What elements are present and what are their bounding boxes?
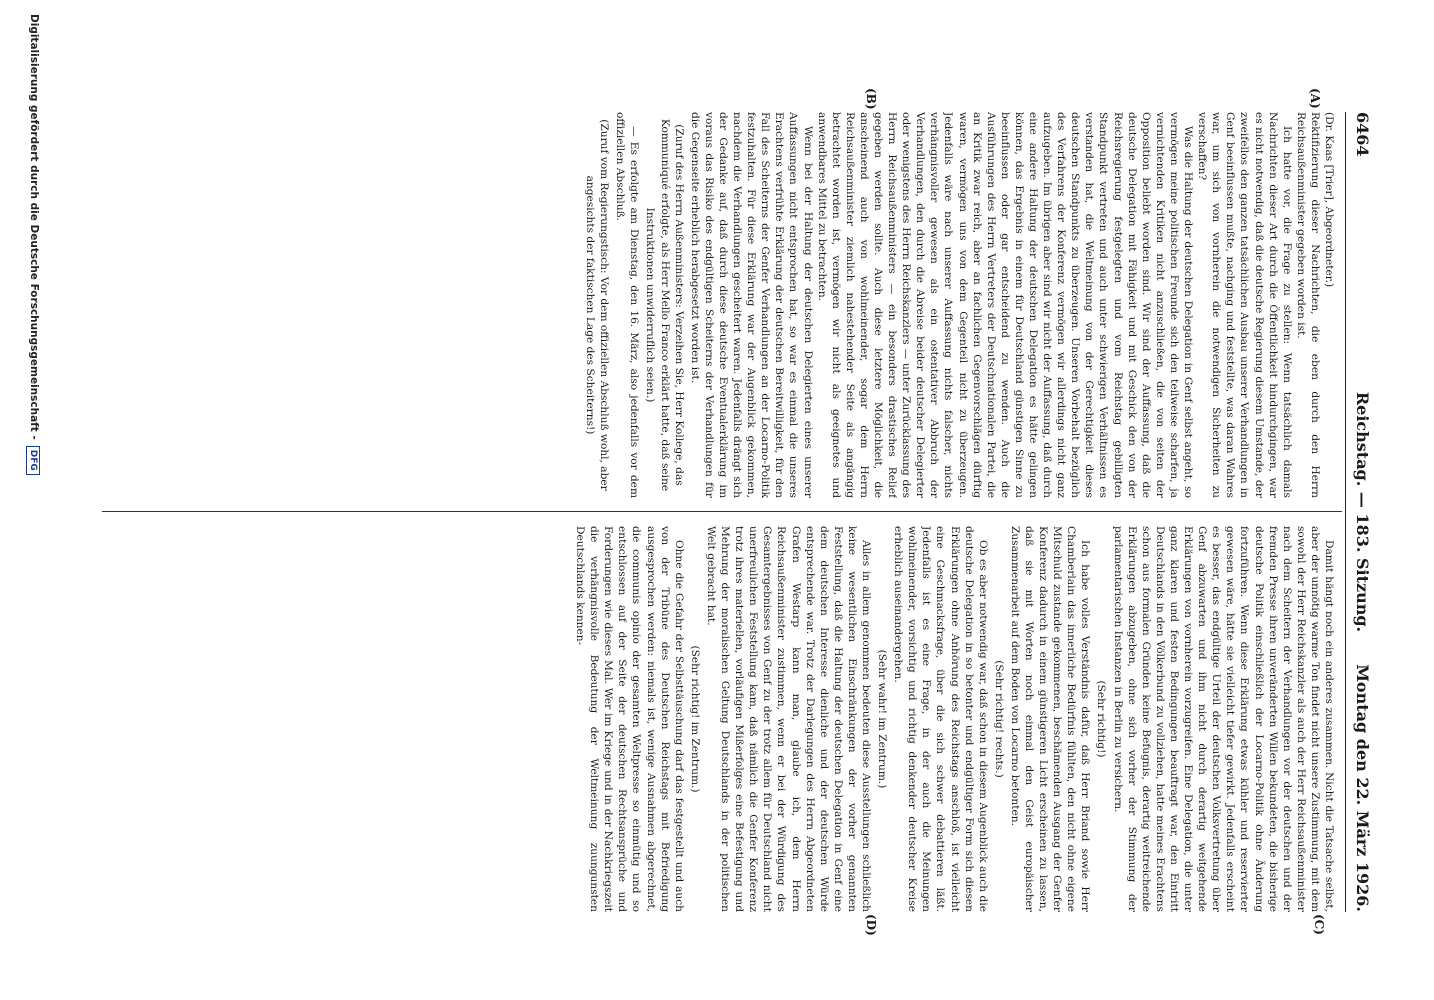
session-date: Montag den 22. März 1926. [1353, 664, 1372, 912]
interjection: (Zuruf vom Regierungstisch: Vor dem offiziellen Abschluß wohl, aber angesichts der faktischen Lage des Scheiterns!) [584, 119, 611, 491]
interjection: (Sehr wahr! im Zentrum.) [876, 649, 889, 789]
paragraph: Damit hängt noch ein anderes zusammen. Nicht die Tatsache selbst, aber der unnötig warme Ton findet nicht unsere Zustimmung, mit dem sowohl der Herr Reichskanzler als auch der Herr Reichsaußenminister nach dem Scheitern der Verhandlungen vor der deutschen und der fremden Presse ihren unveränderten Willen bekundeten, die bisherige deutsche Politik einschließlich der Locarno-Politik ohne Änderung fortzuführen. Wenn diese Erklärung etwas kühler und reservierter gewesen wäre, hätte sie vielleicht tiefer gewirkt. Jedenfalls erscheint es besser, das endgültige Urteil der deutschen Volksvertretung über Genf abzuwarten und ihm nicht durch derartig weitgehende Erklärungen von vornherein vorzugreifen. Eine Delegation, die unter ganz klaren und festen Bedingungen beauftragt war, den Eintritt Deutschlands in den Völkerbund zu vollziehen, hatte meines Erachtens schon aus formalen Gründen keine Befugnis, derartig weitreichende Erklärungen abzugeben, ohne sich vorher der Stimmung der parlamentarischen Instanzen in Berlin zu versichern. [1111, 526, 1335, 912]
header-rule [1345, 112, 1346, 912]
interjection: (Zuruf des Herrn Außenministers: Verzeihen Sie, Herr Kollege, das Kommuniqué erfolgte, als Herr Mello Franco erklärt hatte, daß seine Instruktionen unwiderruflich seien.) [644, 118, 685, 492]
margin-letter-d: (D) [864, 914, 878, 936]
paragraph: Ich hatte vor, die Frage zu stellen: Wenn tatsächlich damals Nachrichten dieser Art durch die Öffentlichkeit hindurchgingen, war es nicht notwendig, daß die deutsche Regierung diesem Umstande, der zweifellos den ganzen tatsächlichen Ausbau unserer Verhandlungen in Genf beeinflussen mußte, nachging und feststellte, was daran Wahres war, um sich von vornherein die notwendigen Sicherheiten zu verschaffen? [1196, 112, 1293, 498]
dfg-logo: DFG [26, 446, 40, 475]
interjection: (Sehr richtig! im Zentrum.) [688, 645, 701, 793]
paragraph: Alles in allem genommen bedeuten diese Ausstellungen schließlich keine wesentlichen Einschränkungen der vorher genannten Feststellung, daß die Haltung der deutschen Delegation in Genf eine dem deutschen Interesse dienliche und der deutschen Würde entsprechende war. Trotz der Darlegungen des Herrn Abgeordneten Grafen Westarp kann man, glaube ich, dem Herrn Reichsaußenminister zustimmen, wenn er bei der Würdigung des Gesamtergebnisses von Genf zu der trotz allem für Deutschland nicht unerfreulichen Feststellung kam, daß nämlich die Genfer Konferenz trotz ihres materiellen, vorläufigen Mißerfolges eine Befestigung und Mehrung der moralischen Geltung Deutschlands in der politischen Welt gebracht hat. [704, 526, 872, 912]
paragraph: Wenn bei der Haltung der deutschen Delegierten eines unserer Auffassungen nicht entsprochen hat, so war es einmal die unseres Erachtens verfrühte Erklärung der deutschen Bereitwilligkeit, für den Fall des Scheiterns der Genfer Verhandlungen an der Locarno-Politik festzuhalten. Für diese Erklärung war der Augenblick gekommen, nachdem die Verhandlungen gescheitert waren. Jedenfalls drängt sich der Gedanke auf, daß durch diese deutsche Eventualerklärung im voraus das Risiko des endgültigen Scheiterns der Verhandlungen für die Gegenseite erheblich herabgesetzt worden ist. [688, 112, 814, 498]
speaker-line: (Dr. Kaas [Trier], Abgeordneter.) [1323, 112, 1335, 288]
interjection: (Sehr richtig! rechts.) [992, 660, 1005, 778]
column-divider [102, 511, 1342, 512]
credit-text: Digitalisierung gefördert durch die Deutsche Forschungsgemeinschaft - [28, 14, 40, 440]
paragraph: Rektifizierung dieser Nachrichten, die eben durch den Herrn Reichsaußenminister gegeben worden ist. [1294, 112, 1321, 498]
paragraph: Ohne die Gefahr der Selbsttäuschung darf das festgestellt und auch von der Tribüne des Deutschen Reichstags mit Befriedigung ausgesprochen werden: niemals ist, wenige Ausnahmen abgerechnet, die communis opinio der gesamten Weltpresse so einmütig und so entschlossen auf der Seite der deutschen Rechtsansprüche und Forderungen wie dieses Mal. Wer im Kriege und in der Nachkriegszeit die verhängnisvolle Bedeutung der Weltmeinung zuungunsten Deutschlands kennen- [574, 526, 685, 912]
page-header [1350, 112, 1372, 912]
digitization-credit [26, 14, 40, 994]
right-column [116, 526, 1336, 912]
margin-letter-b: (B) [864, 88, 878, 110]
left-column [116, 112, 1336, 498]
page-number: 6464 [1353, 112, 1372, 157]
margin-letter-c: (C) [1312, 914, 1326, 935]
paragraph: Was die Haltung der deutschen Delegation in Genf selbst angeht, so vermögen meine politischen Freunde sich den teilweise scharfen, ja vernichtenden Kritiken nicht anzuschließen, die von seiten der Opposition beliebt worden sind. Wir sind der Auffassung, daß die deutsche Delegation mit Fähigkeit und mit Geschick den von der Reichsregierung festgelegten und vom Reichstag gebilligten Standpunkt vertreten und auch unter schwierigen Verhältnissen es verstanden hat, die Weltmeinung von der Gerechtigkeit dieses deutschen Standpunkts zu überzeugen. Unseren Vorbehalt bezüglich des Verfahrens der Konferenz vermögen wir allerdings nicht ganz aufzugeben. Im übrigen aber sind wir nicht der Auffassung, daß durch eine andere Haltung der deutschen Delegation es hätte gelingen können, das Ergebnis in einem für Deutschland günstigen Sinne zu beeinflussen oder gar entscheidend zu wenden. Auch die Ausführungen des Herrn Vertreters der Deutschnationalen Partei, die an Kritik zwar reich, aber an fachlichen Gegenvorschlägen dürftig waren, vermögen uns von dem Gegenteil nicht zu überzeugen. Jedenfalls wäre nach unserer Auffassung nichts falscher, nichts verhängnisvoller gewesen als ein ostentativer Abbruch der Verhandlungen, den durch die Abreise beider deutscher Delegierter oder wenigstens des Herrn Reichskanzlers — unter Zurücklassung des Herrn Reichsaußenministers — ein besonders drastisches Relief gegeben werden sollte. Auch diese letztere Möglichkeit, die anscheinend auch von wohlmeinender, sogar dem Herrn Reichsaußenminister ziemlich nahestehender Seite als angängig betrachtet worden ist, vermögen wir nicht als geeignetes und anwendbares Mittel zu betrachten. [815, 112, 1195, 498]
paragraph: — Es erfolgte am Dienstag, den 16. März, also jedenfalls vor dem offiziellen Abschluß. [614, 112, 641, 498]
margin-letter-a: (A) [1308, 88, 1322, 109]
paragraph: Ich habe volles Verständnis dafür, daß Herr Briand sowie Herr Chamberlain das innerliche Bedürfnis fühlten, den nicht ohne eigene Mitschuld zustande gekommenen, beschämenden Ausgang der Genfer Konferenz dadurch in einem günstigeren Licht erscheinen zu lassen, daß sie mit Worten noch einmal den Geist europäischer Zusammenarbeit auf dem Boden von Locarno betonten. [1008, 526, 1092, 912]
session-title: Reichstag. — 183. Sitzung. [1353, 391, 1372, 633]
paragraph: Ob es aber notwendig war, daß schon in diesem Augenblick auch die deutsche Delegation in so betonter und endgültiger Form sich diesen Erklärungen ohne Anhörung des Reichstags anschloß, ist vielleicht eine Geschmacksfrage, über die sich schwer debattieren läßt. Jedenfalls ist es eine Frage, in der auch die Meinungen wohlmeinender, vorsichtig und richtig denkender deutscher Kreise erheblich auseinandergehen. [892, 526, 989, 912]
interjection: (Sehr richtig!) [1095, 680, 1108, 758]
